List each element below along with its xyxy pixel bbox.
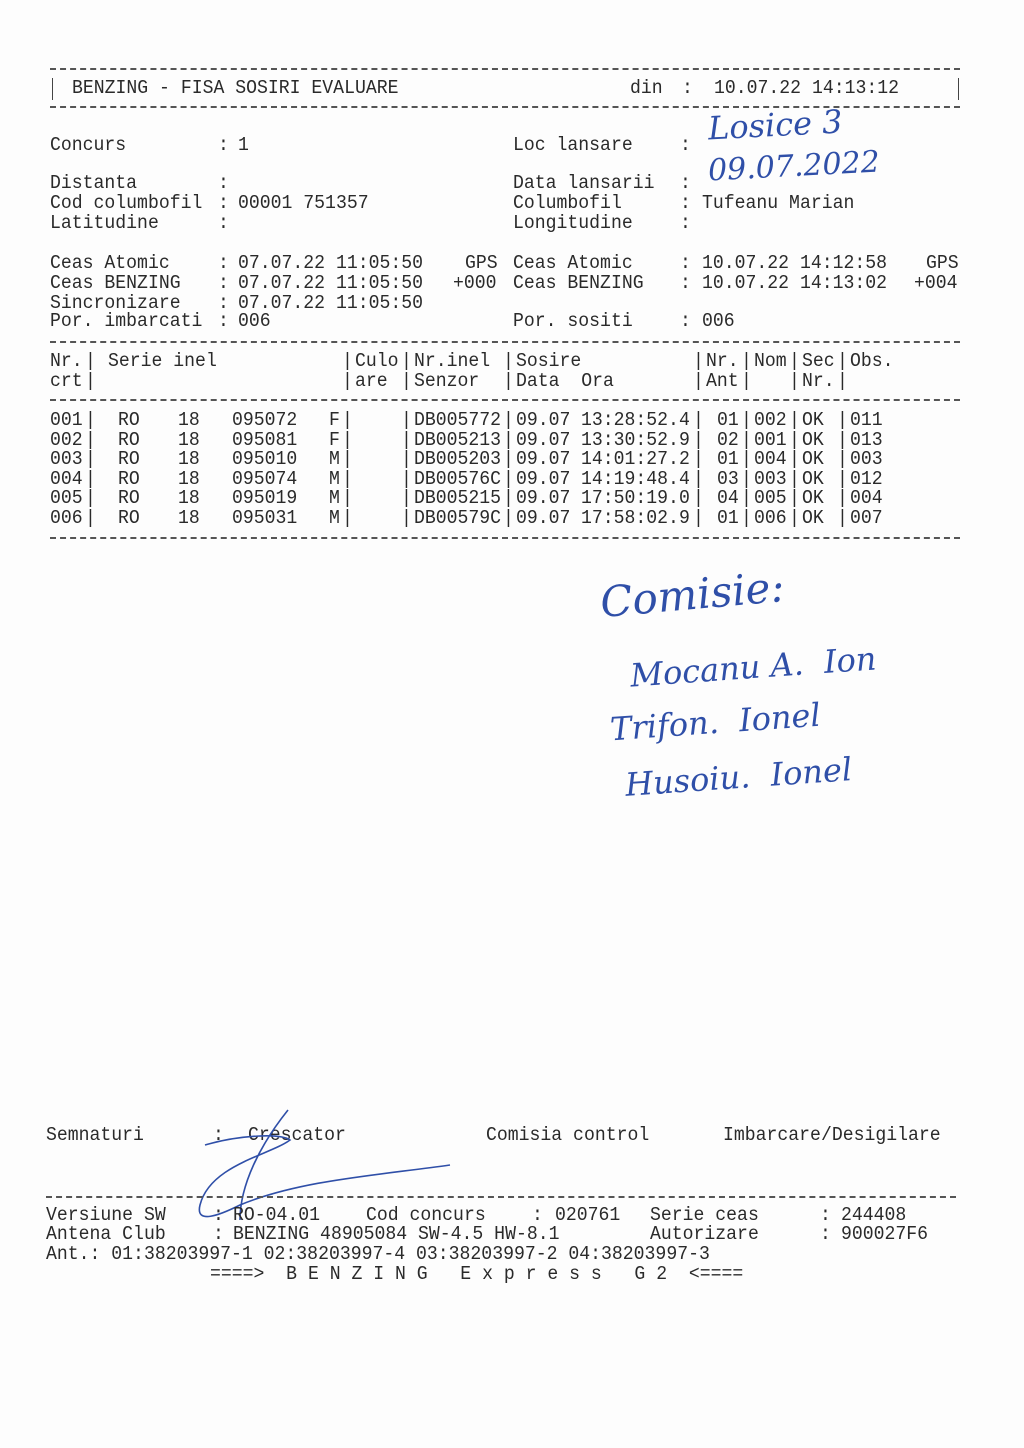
column-separator: | xyxy=(85,487,96,510)
column-separator: | xyxy=(342,507,353,529)
column-separator: | xyxy=(693,448,704,471)
colon: : xyxy=(820,1223,831,1245)
column-separator: | xyxy=(503,487,514,510)
cell-sex: M xyxy=(329,487,340,510)
latitudine-label: Latitudine xyxy=(50,212,159,234)
cell-an: 18 xyxy=(178,467,200,490)
column-separator: | xyxy=(837,487,848,510)
column-header: Ant xyxy=(706,370,739,392)
cell-nom: 005 xyxy=(754,487,787,510)
loc-lansare-handwritten: Losice 3 xyxy=(707,102,844,148)
cell-nom: 001 xyxy=(754,428,787,451)
right-clock-suffix: GPS xyxy=(926,252,959,274)
autorizare-label: Autorizare xyxy=(650,1223,759,1245)
column-separator: | xyxy=(342,448,353,471)
column-separator: | xyxy=(85,409,96,431)
cell-data: 09.07 xyxy=(516,409,571,431)
commission-member-1: Mocanu A. Ion xyxy=(628,639,878,695)
cell-nr: 005 xyxy=(50,487,83,510)
cell-senzor: DB005203 xyxy=(414,448,502,471)
cell-nr: 001 xyxy=(50,409,83,431)
cell-senzor: DB005215 xyxy=(414,487,502,510)
cell-ora: 14:01:27.2 xyxy=(581,448,690,471)
din-value: 10.07.22 14:13:12 xyxy=(714,77,900,99)
colon: : xyxy=(680,310,691,332)
column-separator: | xyxy=(503,409,514,431)
column-separator: | xyxy=(342,370,353,392)
concurs-value: 1 xyxy=(238,134,249,156)
cell-sec: OK xyxy=(802,467,824,490)
cell-data: 09.07 xyxy=(516,448,571,471)
table-header-border xyxy=(50,399,960,401)
column-separator: | xyxy=(741,370,752,392)
column-separator: | xyxy=(789,448,800,471)
column-header: Nr.inel xyxy=(414,350,491,372)
cell-data: 09.07 xyxy=(516,467,571,490)
cell-sex: M xyxy=(329,448,340,471)
column-separator: | xyxy=(693,467,704,490)
comisie-handwritten: Comisie: xyxy=(598,562,787,627)
cell-tara: RO xyxy=(118,448,140,471)
column-separator: | xyxy=(503,350,514,372)
cell-nr: 003 xyxy=(50,448,83,471)
column-separator: | xyxy=(693,507,704,529)
column-header: Nom xyxy=(754,350,787,372)
column-separator: | xyxy=(693,370,704,392)
cell-senzor: DB005772 xyxy=(414,409,502,431)
column-header: Nr. xyxy=(50,350,83,372)
column-header: Obs. xyxy=(850,350,894,372)
por-imbarcati-value: 006 xyxy=(238,310,271,332)
column-separator: | xyxy=(503,467,514,490)
versiune-value: RO-04.01 xyxy=(233,1204,321,1226)
cell-ant: 01 xyxy=(717,448,739,471)
din-label: din xyxy=(630,77,663,99)
column-separator: | xyxy=(693,487,704,510)
cell-ora: 14:19:48.4 xyxy=(581,467,690,490)
cell-obs: 013 xyxy=(850,428,883,451)
colon: : xyxy=(213,1124,224,1146)
cell-nom: 003 xyxy=(754,467,787,490)
footer-divider xyxy=(46,1196,956,1198)
left-clock-label: Sincronizare xyxy=(50,292,181,314)
antena-value: BENZING 48905084 SW-4.5 HW-8.1 xyxy=(233,1223,560,1245)
column-separator: | xyxy=(693,428,704,451)
por-sositi-label: Por. sositi xyxy=(513,310,633,332)
colon: : xyxy=(820,1204,831,1226)
cell-ant: 02 xyxy=(717,428,739,451)
serie-ceas-value: 244408 xyxy=(841,1204,907,1226)
colon: : xyxy=(213,1204,224,1226)
right-clock-suffix: +004 xyxy=(914,272,958,294)
longitudine-label: Longitudine xyxy=(513,212,633,234)
cell-nr: 002 xyxy=(50,428,83,451)
colon: : xyxy=(682,77,693,99)
cell-inel: 095010 xyxy=(232,448,298,471)
colon: : xyxy=(218,252,229,274)
autorizare-value: 900027F6 xyxy=(841,1223,929,1245)
colon: : xyxy=(680,134,691,156)
left-clock-value: 07.07.22 11:05:50 xyxy=(238,252,424,274)
cell-an: 18 xyxy=(178,428,200,451)
cell-nr: 006 xyxy=(50,507,83,529)
column-separator: | xyxy=(401,428,412,451)
columbofil-value: Tufeanu Marian xyxy=(702,192,855,214)
crescator-label: Crescator xyxy=(248,1124,346,1146)
brand-banner: ====> B E N Z I N G E x p r e s s G 2 <==== xyxy=(210,1263,744,1285)
header-left-border xyxy=(52,78,53,100)
commission-member-2: Trifon. Ionel xyxy=(608,695,822,749)
antenna-list: Ant.: 01:38203997-1 02:38203997-4 03:38203997-2 04:38203997-3 xyxy=(46,1243,710,1265)
column-separator: | xyxy=(789,428,800,451)
cell-tara: RO xyxy=(118,428,140,451)
cod-concurs-label: Cod concurs xyxy=(366,1204,486,1226)
column-separator: | xyxy=(401,487,412,510)
column-separator: | xyxy=(85,448,96,471)
cod-columbofil-value: 00001 751357 xyxy=(238,192,369,214)
column-separator: | xyxy=(741,487,752,510)
column-separator: | xyxy=(741,409,752,431)
cell-nom: 002 xyxy=(754,409,787,431)
cell-tara: RO xyxy=(118,507,140,529)
document-title: BENZING - FISA SOSIRI EVALUARE xyxy=(72,77,399,99)
column-header: Sec xyxy=(802,350,835,372)
column-separator: | xyxy=(837,370,848,392)
table-top-border xyxy=(50,341,960,343)
colon: : xyxy=(213,1223,224,1245)
cell-sex: M xyxy=(329,467,340,490)
cell-ant: 01 xyxy=(717,409,739,431)
serie-ceas-label: Serie ceas xyxy=(650,1204,759,1226)
column-separator: | xyxy=(789,370,800,392)
cell-nom: 004 xyxy=(754,448,787,471)
column-separator: | xyxy=(789,467,800,490)
cell-sex: F xyxy=(329,409,340,431)
column-header: Data Ora xyxy=(516,370,614,392)
column-separator: | xyxy=(693,409,704,431)
colon: : xyxy=(218,292,229,314)
left-clock-label: Ceas BENZING xyxy=(50,272,181,294)
column-separator: | xyxy=(741,350,752,372)
por-sositi-value: 006 xyxy=(702,310,735,332)
column-separator: | xyxy=(85,507,96,529)
left-clock-label: Ceas Atomic xyxy=(50,252,170,274)
cell-sex: M xyxy=(329,507,340,529)
imbarcare-label: Imbarcare/Desigilare xyxy=(723,1124,941,1146)
concurs-label: Concurs xyxy=(50,134,127,156)
cell-obs: 007 xyxy=(850,507,883,529)
cell-an: 18 xyxy=(178,409,200,431)
column-separator: | xyxy=(503,448,514,471)
comisia-control-label: Comisia control xyxy=(486,1124,650,1146)
column-header: Sosire xyxy=(516,350,582,372)
column-header: Culo xyxy=(355,350,399,372)
cell-inel: 095081 xyxy=(232,428,298,451)
column-separator: | xyxy=(837,507,848,529)
cell-inel: 095031 xyxy=(232,507,298,529)
column-separator: | xyxy=(401,350,412,372)
cell-tara: RO xyxy=(118,409,140,431)
column-header: Nr. xyxy=(706,350,739,372)
cell-inel: 095074 xyxy=(232,467,298,490)
cell-ora: 13:28:52.4 xyxy=(581,409,690,431)
column-header: Serie inel xyxy=(108,350,217,372)
semnaturi-label: Semnaturi xyxy=(46,1124,144,1146)
cell-nr: 004 xyxy=(50,467,83,490)
colon: : xyxy=(680,272,691,294)
cod-columbofil-label: Cod columbofil xyxy=(50,192,203,214)
column-separator: | xyxy=(401,409,412,431)
antena-label: Antena Club xyxy=(46,1223,166,1245)
columbofil-label: Columbofil xyxy=(513,192,622,214)
column-separator: | xyxy=(741,428,752,451)
table-bottom-border xyxy=(50,537,960,539)
commission-member-3: Husoiu. Ionel xyxy=(623,750,854,804)
column-separator: | xyxy=(837,448,848,471)
column-separator: | xyxy=(837,409,848,431)
por-imbarcati-label: Por. imbarcati xyxy=(50,310,203,332)
column-separator: | xyxy=(503,428,514,451)
cell-an: 18 xyxy=(178,448,200,471)
right-clock-value: 10.07.22 14:13:02 xyxy=(702,272,888,294)
colon: : xyxy=(218,272,229,294)
colon: : xyxy=(218,134,229,156)
cell-sec: OK xyxy=(802,409,824,431)
cell-inel: 095072 xyxy=(232,409,298,431)
cell-obs: 012 xyxy=(850,467,883,490)
column-separator: | xyxy=(342,428,353,451)
column-separator: | xyxy=(693,350,704,372)
cod-concurs-value: 020761 xyxy=(555,1204,621,1226)
cell-obs: 003 xyxy=(850,448,883,471)
cell-senzor: DB005213 xyxy=(414,428,502,451)
colon: : xyxy=(680,172,691,194)
column-separator: | xyxy=(837,467,848,490)
header-top-border xyxy=(50,68,960,70)
cell-data: 09.07 xyxy=(516,507,571,529)
cell-sec: OK xyxy=(802,487,824,510)
header-right-border xyxy=(958,78,959,100)
column-separator: | xyxy=(741,448,752,471)
column-header: Nr. xyxy=(802,370,835,392)
left-clock-suffix: +000 xyxy=(453,272,497,294)
column-header: are xyxy=(355,370,388,392)
column-separator: | xyxy=(837,428,848,451)
cell-inel: 095019 xyxy=(232,487,298,510)
column-separator: | xyxy=(85,350,96,372)
column-separator: | xyxy=(503,370,514,392)
column-separator: | xyxy=(342,467,353,490)
loc-lansare-label: Loc lansare xyxy=(513,134,633,156)
colon: : xyxy=(680,212,691,234)
right-clock-value: 10.07.22 14:12:58 xyxy=(702,252,888,274)
column-header: Senzor xyxy=(414,370,480,392)
cell-sec: OK xyxy=(802,428,824,451)
colon: : xyxy=(680,252,691,274)
cell-sex: F xyxy=(329,428,340,451)
column-separator: | xyxy=(85,467,96,490)
cell-an: 18 xyxy=(178,507,200,529)
column-separator: | xyxy=(401,448,412,471)
cell-obs: 004 xyxy=(850,487,883,510)
cell-senzor: DB00579C xyxy=(414,507,502,529)
cell-an: 18 xyxy=(178,487,200,510)
cell-data: 09.07 xyxy=(516,428,571,451)
column-separator: | xyxy=(503,507,514,529)
data-lansarii-label: Data lansarii xyxy=(513,172,655,194)
versiune-label: Versiune SW xyxy=(46,1204,166,1226)
cell-ora: 17:50:19.0 xyxy=(581,487,690,510)
left-clock-value: 07.07.22 11:05:50 xyxy=(238,292,424,314)
cell-data: 09.07 xyxy=(516,487,571,510)
cell-ant: 04 xyxy=(717,487,739,510)
cell-senzor: DB00576C xyxy=(414,467,502,490)
column-separator: | xyxy=(837,350,848,372)
column-separator: | xyxy=(789,487,800,510)
column-separator: | xyxy=(741,467,752,490)
colon: : xyxy=(680,192,691,214)
cell-ora: 17:58:02.9 xyxy=(581,507,690,529)
column-separator: | xyxy=(85,428,96,451)
column-separator: | xyxy=(342,350,353,372)
colon: : xyxy=(218,212,229,234)
column-separator: | xyxy=(789,350,800,372)
right-clock-label: Ceas BENZING xyxy=(513,272,644,294)
column-separator: | xyxy=(401,370,412,392)
column-header: crt xyxy=(50,370,83,392)
column-separator: | xyxy=(401,507,412,529)
left-clock-suffix: GPS xyxy=(465,252,498,274)
column-separator: | xyxy=(789,507,800,529)
right-clock-label: Ceas Atomic xyxy=(513,252,633,274)
cell-sec: OK xyxy=(802,507,824,529)
column-separator: | xyxy=(789,409,800,431)
cell-nom: 006 xyxy=(754,507,787,529)
cell-ant: 01 xyxy=(717,507,739,529)
column-separator: | xyxy=(342,409,353,431)
colon: : xyxy=(218,172,229,194)
cell-sec: OK xyxy=(802,448,824,471)
colon: : xyxy=(218,192,229,214)
column-separator: | xyxy=(85,370,96,392)
cell-ant: 03 xyxy=(717,467,739,490)
cell-obs: 011 xyxy=(850,409,883,431)
cell-tara: RO xyxy=(118,467,140,490)
column-separator: | xyxy=(342,487,353,510)
column-separator: | xyxy=(741,507,752,529)
cell-tara: RO xyxy=(118,487,140,510)
column-separator: | xyxy=(401,467,412,490)
distanta-label: Distanta xyxy=(50,172,138,194)
left-clock-value: 07.07.22 11:05:50 xyxy=(238,272,424,294)
cell-ora: 13:30:52.9 xyxy=(581,428,690,451)
colon: : xyxy=(532,1204,543,1226)
colon: : xyxy=(218,310,229,332)
data-lansarii-handwritten: 09.07.2022 xyxy=(707,144,881,189)
